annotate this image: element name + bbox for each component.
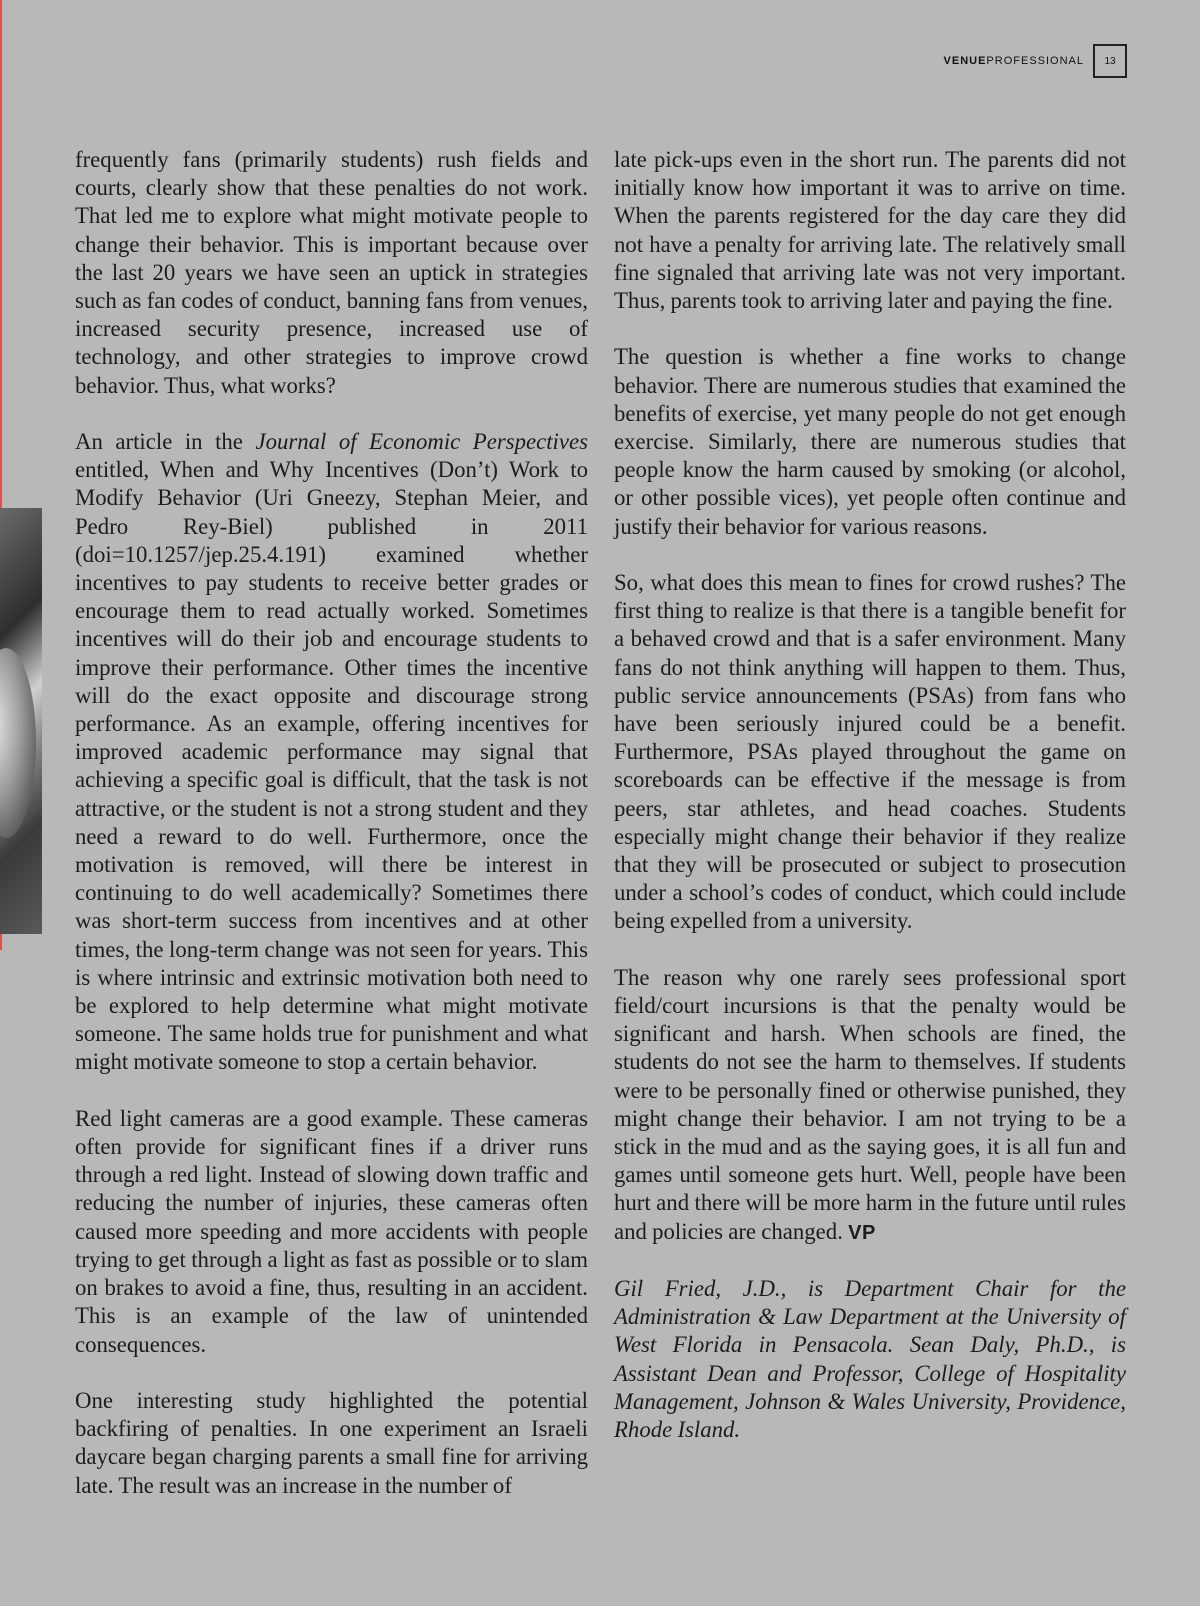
- paragraph: late pick-ups even in the short run. The parents did not initially know how important it was to arrive on time. When the parents registered for the day care they did not have a penalty for arriving late. The relatively small fine signaled that arriving late was not very important. Thus, parents took to arriving later and paying the fine.: [614, 147, 1126, 314]
- right-column: [614, 146, 1126, 1472]
- running-header: [944, 44, 1127, 78]
- cropped-photo: [0, 508, 42, 934]
- left-column: [75, 146, 588, 1528]
- brand-bold: VENUE: [943, 55, 987, 67]
- publication-name: [944, 55, 1084, 67]
- paragraph: [75, 428, 588, 1077]
- brand-light: PROFESSIONAL: [986, 55, 1084, 67]
- paragraph: frequently fans (primarily students) rush fields and courts, clearly show that these penalties do not work. That led me to explore what might motivate people to change their behavior. This is important because over the last 20 years we have seen an uptick in strategies such as fan codes of conduct, banning fans from venues, increased security presence, increased use of technology, and other strategies to improve crowd behavior. Thus, what works?: [75, 147, 588, 398]
- paragraph: Red light cameras are a good example. These cameras often provide for significant fines if a driver runs through a red light. Instead of slowing down traffic and reducing the number of injuries, these cameras often caused more speeding and more accidents with people trying to get through a light as fast as possible or to slam on brakes to avoid a fine, thus, resulting in an accident. This is an example of the law of unintended consequences.: [75, 1105, 588, 1357]
- paragraph: [614, 964, 1126, 1247]
- page-number: 13: [1093, 44, 1127, 78]
- paragraph: The question is whether a fine works to change behavior. There are numerous studies that examined the benefits of exercise, yet many people do not get enough exercise. Similarly, there are numerous studies that people know the harm caused by smoking (or alcohol, or other possible vices), yet people often continue and justify their behavior for various reasons.: [614, 344, 1126, 539]
- journal-title: Journal of Economic Perspectives: [255, 429, 588, 455]
- text-run: The reason why one rarely sees professional sport field/court incursions is that the penalty would be significant and harsh. When schools are fined, the students do not see the harm to themselves. If students were to be personally fined or otherwise punished, they might change their behavior. I am not trying to be a stick in the mud and as the saying goes, it is all fun and games until someone gets hurt. Well, people have been hurt and there will be more harm in the future until rules and policies are changed.: [614, 964, 1126, 1244]
- photo-figure: [0, 648, 36, 838]
- text-run: entitled, When and Why Incentives (Don’t) Work to Modify Behavior (Uri Gneezy, Stephan Meier, and Pedro Rey-Biel) published in 2011 (doi=10.1257/jep.25.4.191) examined whether incentives to pay students to receive better grades or encourage them to read actually worked. Sometimes incentives will do their job and encourage students to improve their performance. Other times the incentive will do the exact opposite and discourage strong performance. As an example, offering incentives for improved academic performance may signal that achieving a specific goal is difficult, that the task is not attractive, or the student is not a strong student and they need a reward to do well. Furthermore, once the motivation is removed, will there be interest in continuing to do well academically? Sometimes there was short-term success from incentives and at other times, the long-term change was not seen for years. This is where intrinsic and extrinsic motivation both need to be explored to help determine what might motivate someone. The same holds true for punishment and what might motivate someone to stop a certain behavior.: [75, 457, 588, 1075]
- text-run: An article in the: [75, 429, 256, 455]
- author-bio: Gil Fried, J.D., is Department Chair for the Administration & Law Department at the University of West Florida in Pensacola. Sean Daly, Ph.D., is Assistant Dean and Professor, College of Hospitality Management, Johnson & Wales University, Providence, Rhode Island.: [614, 1276, 1126, 1443]
- end-mark: VP: [848, 1221, 876, 1244]
- paragraph: So, what does this mean to fines for crowd rushes? The first thing to realize is that there is a tangible benefit for a behaved crowd and that is a safer environment. Many fans do not think anything will happen to them. Thus, public service announcements (PSAs) from fans who have been seriously injured could be a benefit. Furthermore, PSAs played throughout the game on scoreboards can be effective if the message is from peers, star athletes, and head coaches. Students especially might change their behavior if they realize that they will be prosecuted or subject to prosecution under a school’s codes of conduct, which could include being expelled from a university.: [614, 570, 1126, 934]
- paragraph: One interesting study highlighted the potential backfiring of penalties. In one experiment an Israeli daycare began charging parents a small fine for arriving late. The result was an increase in the number of: [75, 1387, 588, 1498]
